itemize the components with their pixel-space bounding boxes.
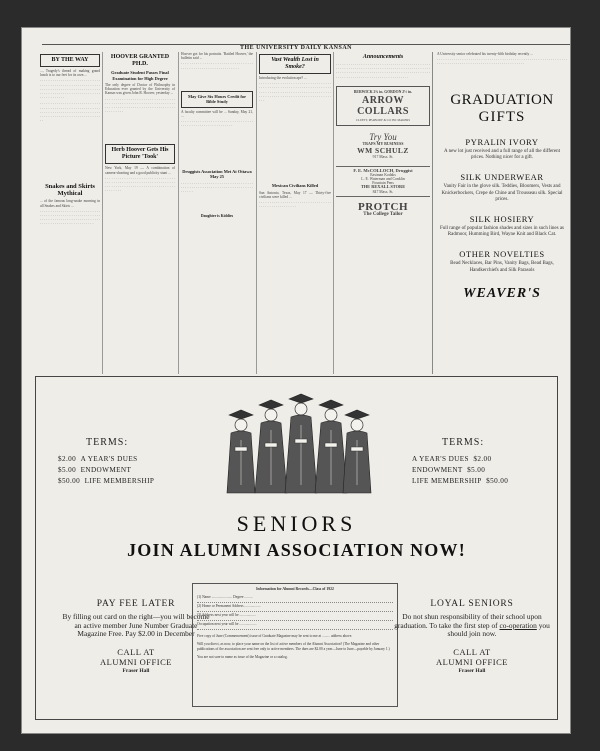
form-line[interactable]: (1) Name ....................... Degree ......... [197,595,393,603]
article-text: Introducing the evolution ape? ... [259,76,307,80]
ad-title: F. E. McCOLLOCH, Druggist [353,167,413,173]
article-subhead: Mexican Civilians Killed [271,183,319,189]
form-title: Information for Alumni Records—Class of 1922 [256,587,334,591]
terms-title: TERMS: [442,437,485,448]
grad-ad-section-head: PYRALIN IVORY [465,137,539,147]
graduates-illustration [215,385,375,495]
grad-ad-section-body: Bead Necklaces, Bar Pins, Vanity Bags, Bead Bags, Handkerchiefs and Silk Parasols [450,261,554,273]
ad-text: L. E. Waterman and Conklin [361,177,405,182]
top-news-area [40,52,570,374]
ad-title: Try You [369,132,397,143]
druggist-ad [336,166,430,197]
article-text: A faculty committee will be ... Sunday, May 21, ... [181,109,253,119]
terms-title: TERMS: [86,437,129,448]
terms-amount: $50.00 [58,477,81,485]
column-6: A University senior celebrated his twenty-fifth birthday recently ... · · · · · · · · · · · · · · · · · · · · · · · · · · · · · · · · · · · · · · · · · · · · · · · · · · · · · · · · · · · · · · · · · · · · · · · · · · · · · · · · · · · · · · · · · · · · · · · · · · · · · · · · [437,52,567,67]
terms-left [58,437,178,487]
article-subhead: Druggists Association Met At Ottawa May 25 [182,168,252,180]
call-at: CALL AT [453,646,491,657]
terms-amount: $5.00 [467,466,486,474]
ad-title: ARROW COLLARS [357,95,409,118]
form-text: Five copy of June (Commencement) issue of Graduate Magazine may be sent to me at ......... address above. [197,634,353,638]
article-subhead: Daughter is Kiddies [200,214,234,219]
tailor-ad [336,132,430,159]
alumni-records-form[interactable] [192,583,398,707]
form-line[interactable]: (3) Address next year will be .................. [197,613,393,621]
grad-ad-section-head: SILK HOSIERY [469,214,535,225]
newspaper-page [22,28,570,733]
ad-text: THE REXALL STORE [360,184,406,190]
ad-text: Eastman Kodaks [370,172,396,177]
grad-ad-section-body: A new lot just received and a full range of all the different prices. Nothing nicer for a gift. [444,149,560,161]
article-text: Hoover got for his portraits. 'Rattled Hoover,' the bulletin said ... [181,52,253,61]
terms-line [412,454,552,465]
terms-amount: $2.00 [473,455,492,463]
alumni-office: ALUMNI OFFICE [100,656,172,667]
fraser-hall: Fraser Hall [458,667,486,674]
column-divider [102,52,103,374]
column-1: BY THE WAY ..., Tragedy's thread of making grand lunch is to our feet for its own ... · · · · · · · · · · · · · · · · · · · · · · · · · · · · · · · · · · · · · · · · · · · · · · · · · · · · · · · · · · · · · · · · · · · · · · · · · · · · · · · · · · · · · · · · · · · · · · · · · · · · · · · · · · · · · · · · · · · · · · · · · · · · · · · · · · · · · · · · · · · · · · · · · · · · · · · · · · · · · · · · · · · · · · · · · · · · · · · · · · · · · · · · · · · · · · · · · · · · · · · · · · · · · · · · · · · · · · · · · · · · · · · · · · · · · · · · · · · · · · · · · · · · · · Snakes and Skirts Mythical ... of the famous long-snake morning in all Snakes and Skirts ... · · · · · · · · · · · · · · · · · · · · · · · · · · · · · · · · · · · · · · · · · · · · · · · · · · · · · · · · · · · · · · · · · · · · · · · · · · · · · · · · · · · · · · · · · · · · · · · · · · · · · · · · · · · · · · · · · [40,52,100,374]
terms-right [412,437,552,487]
terms-label: A YEAR'S DUES [412,455,469,463]
alumni-office: ALUMNI OFFICE [436,656,508,667]
ad-text: 847 Mass. St. [372,189,394,194]
pay-body: By filling out card on the right—you will become an active member June Number Graduate Magazine Free. Pay $2.00 in December [62,612,210,639]
grad-ad-section-head: SILK UNDERWEAR [460,172,544,183]
ad-text: TRAPS MY BUSINESS [362,141,404,147]
column-text: ... of the famous long-snake morning in all Snakes and Skirts ... [40,199,100,208]
store-name: WEAVER'S [463,285,541,301]
terms-line [412,476,552,487]
terms-amount: $50.00 [486,477,509,485]
loyal-body-text: Do not shun responsibility of their school upon graduation. To take the first step of [394,612,542,630]
grad-ad-title-1: GRADUATION [450,92,554,108]
article-headline: HOOVER GRANTED PH.D. [110,54,170,67]
column-divider [333,52,334,374]
article-text: The only degree of Doctor of Philosophy in Education ever granted by the University of Kansas was given John R. Hoover, yesterday ... [105,83,175,96]
terms-line [58,476,178,487]
column-divider [256,52,257,374]
column-headline: BY THE WAY [40,54,100,67]
article-subhead: Graduate Student Passes Final Examination for High Degree [111,70,169,81]
terms-line [58,465,178,476]
article-text: A University senior celebrated his twenty-fifth birthday recently ... [437,52,533,56]
form-text: You are not sure to name as issue of the Magazine or a catalog. [197,655,288,659]
terms-label: ENDOWMENT [80,466,132,474]
terms-line [412,465,552,476]
loyal-body-underlined: co-operation [499,620,537,630]
arrow-collar-ad [336,86,430,126]
column-subhead: Snakes and Skirts Mythical [45,183,95,198]
article-box-headline: Herb Hoover Gets His Picture 'Took' [105,144,175,164]
loyal-body [392,613,552,639]
grad-ad-section-head: OTHER NOVELTIES [459,249,545,260]
terms-amount: $5.00 [58,466,77,474]
column-5: Announcements · · · · · · · · · · · · · · · · · · · · · · · · · · · · · · · · · · · · · · · · · · · · · · · · · · · · · · · · · · · · · · · · · · · · · · · · · · · · · · · · · · · · · · · · · · · · · · · · · · · · · · · · · · · · · · · · · · · · · · · · · · · · · · · · · · · · · · · · · · · · · · · · · · · · · · · · · · · · · · · · · · · · · · · · · · BERWICK 2¾ in. GORDON 2½ in. ARROW COLLARS CLUETT, PEABODY & CO INC MAKERS Try You TRAPS MY BUSINESS WM SCHULZ 917 Mass. St. F. E. McCOLLOCH, Druggist Eastman Kodaks L. E. Waterman and Conklin Fountain Pens THE REXALL STORE 847 Mass. St. PROTCH The College Tailor [336,54,430,217]
ad-text: BERWICK 2¾ in. GORDON 2½ in. [353,89,413,94]
terms-label: A YEAR'S DUES [80,455,138,463]
loyal-title: LOYAL SENIORS [430,599,514,609]
loyal-body-text: you should join now. [447,620,550,639]
article-text: New York, May 19 — A combination of camera-shooting and a good publicity stunt ... [105,166,175,175]
masthead: THE UNIVERSITY DAILY KANSAN [239,45,353,51]
grad-ad-section-body: Full range of popular fashion shades and sizes in such lines as Radmoor, Humming Bird, Wayne Knit and Black Cat. [439,226,564,238]
column-text: ..., Tragedy's thread of making grand lunch is to our feet for its own ... [40,69,100,78]
grad-ad-section-body: Vanity Fair in the glove silk. Teddies, Bloomers, Vests and Knickerbockers, Crepe de Chine and Trousseau silk. Special prices. [441,184,563,202]
form-line[interactable]: Occupation next year will be ................... [197,622,393,630]
article-box-headline: Vast Wealth Lost in Smoke? [259,54,331,74]
announcements-headline: Announcements [362,54,404,60]
terms-label: LIFE MEMBERSHIP [84,477,155,485]
ad-text: CLUETT, PEABODY & CO INC MAKERS [355,118,410,123]
graduation-gifts-ad [432,52,570,374]
call-at: CALL AT [117,646,155,657]
terms-label: ENDOWMENT [412,466,463,474]
terms-line [58,454,178,465]
column-2: HOOVER GRANTED PH.D. Graduate Student Passes Final Examination for High Degree The only degree of Doctor of Philosophy in Education ever granted by the University of Kansas was given John R. Hoover, yesterday ... · · · · · · · · · · · · · · · · · · · · · · · · · · · · · · · · · · · · · · · · · · · · · · · · · · · · · · · · · · · · · · · · · · · · · · · · · · · · · · · · · · · · · · · · · · · · · · · · · · · · · · · · · · · · Herb Hoover Gets His Picture 'Took' New York, May 19 — A combination of camera-shooting and a good publicity stunt ... · · · · · · · · · · · · · · · · · · · · · · · · · · · · · · · · · · · · · · · · · · · · · · · · · · · · · · · · · · · · · · · · · · · · · · · · · · · · · · · · · · · · · · · · · · · · · · · · · · · · · · · · · · · [105,54,175,194]
terms-amount: $2.00 [58,455,77,463]
ad-text: The College Tailor [363,211,403,217]
grad-ad-title-2: GIFTS [478,109,526,125]
ad-text: 917 Mass. St. [372,155,394,160]
column-divider [178,52,179,374]
terms-label: LIFE MEMBERSHIP [412,477,482,485]
pay-title: PAY FEE LATER [96,599,176,609]
article-text: San Antonio, Texas, May 17 — Thirty-five civilians were killed ... [259,190,331,199]
article-box-headline: May Give Six Hours Credit for Bible Study [181,91,253,108]
ad-title: PROTCH [357,200,409,213]
column-4: Vast Wealth Lost in Smoke? Introducing the evolution ape? ... · · · · · · · · · · · · · · · · · · · · · · · · · · · · · · · · · · · · · · · · · · · · · · · · · · · · · · · · · · · · · · · · · · · · · · · · · · · · · · · · · · · · · · · · · · · · · · · · · · · · · · · · · · · · · · · · · · · · · · · · · · · · · · · · · · · · · · · · · · · Mexican Civilians Killed San Antonio, Texas, May 17 — Thirty-five civilians were killed ... · · · · · · · · · · · · · · · · · · · · · · · · · · · · · · · · · · · · · · · · · · · · · · · · · · · · [259,52,331,374]
seniors-headline: SENIORS [236,511,357,536]
join-headline: JOIN ALUMNI ASSOCIATION NOW! [127,540,466,560]
pay-fee-later [60,599,212,674]
form-line[interactable]: (2) Home or Permanent Address .................. [197,604,393,612]
protch-ad [336,201,430,217]
fraser-hall: Fraser Hall [122,667,150,674]
ad-text: Fountain Pens [372,181,394,186]
loyal-seniors [392,599,552,674]
alumni-association-ad [35,376,558,720]
ad-title: WM SCHULZ [357,146,409,156]
column-3: Hoover got for his portraits. 'Rattled Hoover,' the bulletin said ... · · · · · · · · · · · · · · · · · · · · · · · · · · · · · · · · · · · · · · · · · · · · · · · · · · · · · · · · · · · · · · May Give Six Hours Credit for Bible Study A faculty committee will be ... Sunday, May 21, ... · · · · · · · · · · · · · · · · · · · · · · · · · · · · · · · · · · · · · · · · · · · · · · · · · · · · · · · · · · · Druggists Association Met At Ottawa May 25 · · · · · · · · · · · · · · · · · · · · · · · · · · · · · · · · · · · · · · · · · · · · · · · · · · · · · · · · · · · · · · · · · · · · · · · · · · Daughter is Kiddies [181,52,253,219]
form-text: Will you direct, as now, to place your name on the list of active members of the Alumni Association? (The Magazine and other publications of the association are sent free only to active members. The dues are $2.00 a year—June to June—payable by January 1.) [197,642,390,651]
header-rule [42,44,570,45]
